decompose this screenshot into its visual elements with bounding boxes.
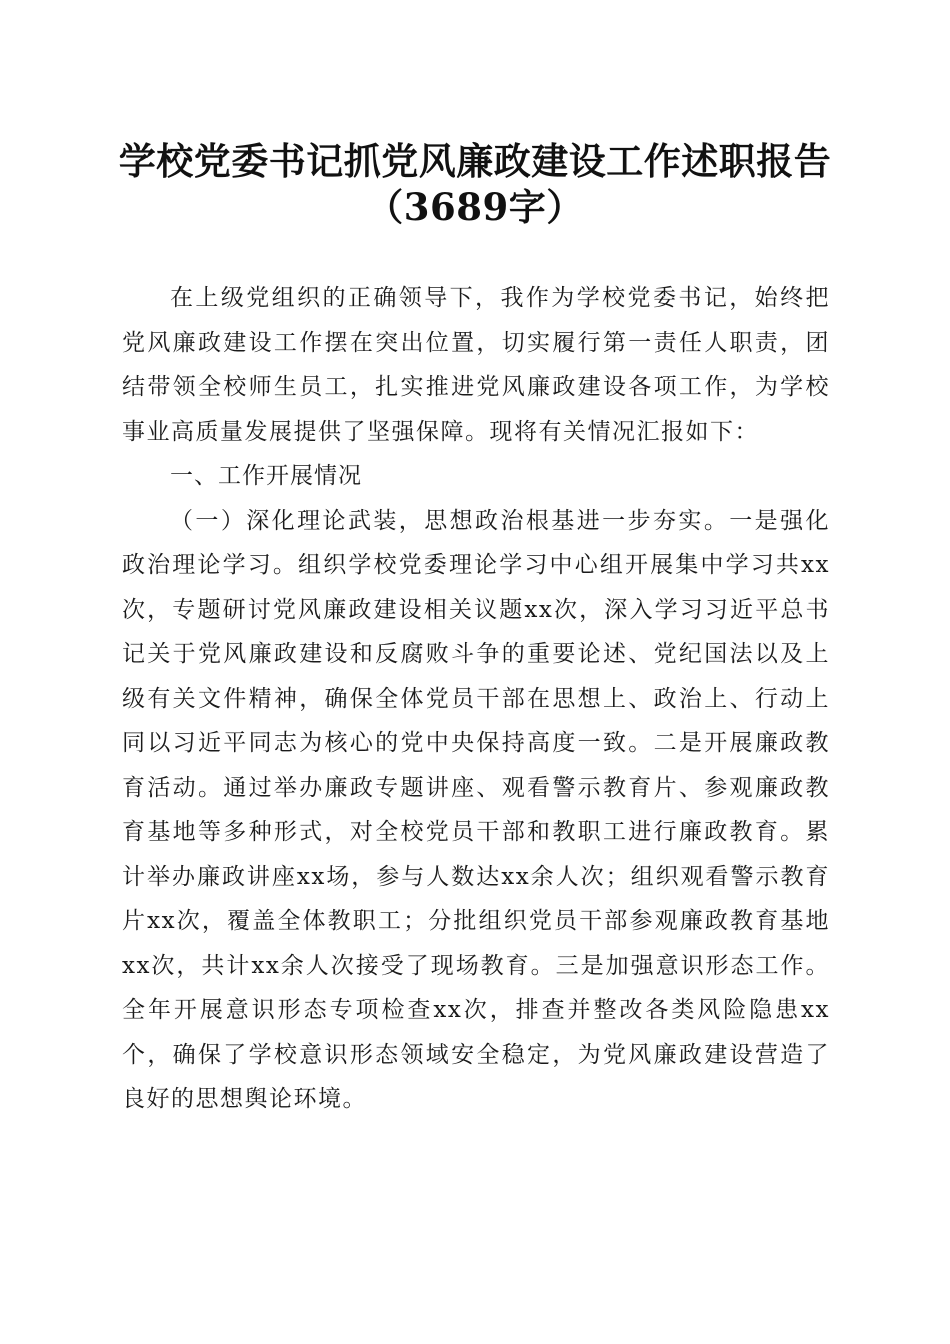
document-body [122,276,830,1122]
section-heading: 一、工作开展情况 [170,463,362,489]
section-paragraph: （一）深化理论武装，思想政治根基进一步夯实。一是强化政治理论学习。组织学校党委理论学习中心组开展集中学习共xx次，专题研讨党风廉政建设相关议题xx次，深入学习习近平总书记关于党风廉政建设和反腐败斗争的重要论述、党纪国法以及上级有关文件精神，确保全体党员干部在思想上、政治上、行动上同以习近平同志为核心的党中央保持高度一致。二是开展廉政教育活动。通过举办廉政专题讲座、观看警示教育片、参观廉政教育基地等多种形式，对全校党员干部和教职工进行廉政教育。累计举办廉政讲座xx场，参与人数达xx余人次；组织观看警示教育片xx次，覆盖全体教职工；分批组织党员干部参观廉政教育基地xx次，共计xx余人次接受了现场教育。三是加强意识形态工作。全年开展意识形态专项检查xx次，排查并整改各类风险隐患xx个，确保了学校意识形态领域安全稳定，为党风廉政建设营造了良好的思想舆论环境。 [122,507,830,1112]
document-word-count: （3689字） [366,185,584,229]
document-title: 学校党委书记抓党风廉政建设工作述职报告 [118,139,832,183]
intro-paragraph: 在上级党组织的正确领导下，我作为学校党委书记，始终把党风廉政建设工作摆在突出位置，切实履行第一责任人职责，团结带领全校师生员工，扎实推进党风廉政建设各项工作，为学校事业高质量发展提供了坚强保障。现将有关情况汇报如下： [122,285,830,445]
